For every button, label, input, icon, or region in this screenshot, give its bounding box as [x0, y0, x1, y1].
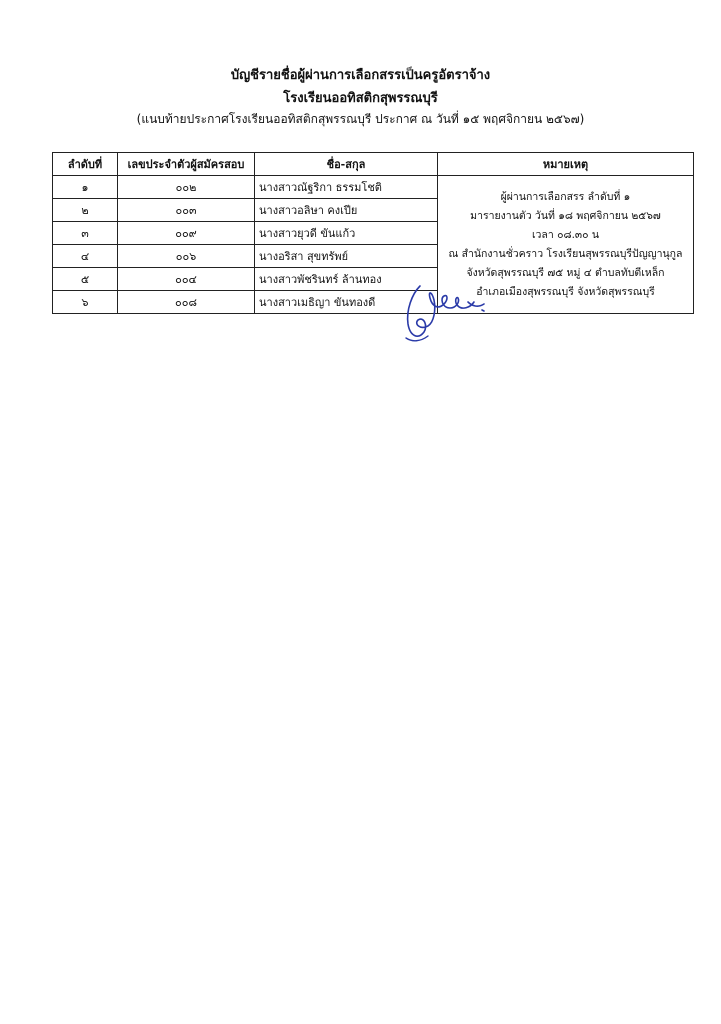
row-applicant-id: ๐๐๒ — [118, 176, 255, 199]
row-order: ๕ — [53, 268, 118, 291]
school-name: โรงเรียนออทิสติกสุพรรณบุรี — [283, 91, 438, 106]
header-order: ลำดับที่ — [53, 153, 118, 176]
row-name: นางสาวยุวดี ขันแก้ว — [255, 222, 438, 245]
document-title: บัญชีรายชื่อผู้ผ่านการเลือกสรรเป็นครูอัตราจ้าง — [230, 68, 491, 83]
row-name: นางสาวอลิษา คงเปีย — [255, 199, 438, 222]
table-row — [53, 176, 694, 199]
handwritten-signature — [398, 280, 508, 344]
remark-line: ณ สำนักงานชั่วคราว โรงเรียนสุพรรณบุรีปัญญานุกูล — [448, 247, 683, 260]
row-name: นางอริสา สุขทรัพย์ — [255, 245, 438, 268]
row-name: นางสาวพัชรินทร์ ล้านทอง — [255, 268, 438, 291]
header-applicant-id: เลขประจำตัวผู้สมัครสอบ — [118, 153, 255, 176]
row-applicant-id: ๐๐๙ — [118, 222, 255, 245]
row-order: ๖ — [53, 291, 118, 314]
row-applicant-id: ๐๐๖ — [118, 245, 255, 268]
remark-line: อำเภอเมืองสุพรรณบุรี จังหวัดสุพรรณบุรี — [476, 285, 655, 298]
candidate-table — [52, 152, 694, 314]
row-name: นางสาวเมธิญา ขันทองดี — [255, 291, 438, 314]
row-name: นางสาวณัฐริกา ธรรมโชติ — [255, 176, 438, 199]
row-order: ๑ — [53, 176, 118, 199]
header-name: ชื่อ-สกุล — [255, 153, 438, 176]
remark-line: จังหวัดสุพรรณบุรี ๗๕ หมู่ ๔ ตำบลทับตีเหล็ก — [466, 266, 665, 279]
row-applicant-id: ๐๐๓ — [118, 199, 255, 222]
header-remark: หมายเหตุ — [438, 153, 694, 176]
remark-line: มารายงานตัว วันที่ ๑๘ พฤศจิกายน ๒๕๖๗ — [470, 209, 661, 222]
row-order: ๒ — [53, 199, 118, 222]
row-order: ๔ — [53, 245, 118, 268]
table-header-row — [53, 153, 694, 176]
signature-stroke — [408, 286, 484, 336]
row-applicant-id: ๐๐๔ — [118, 268, 255, 291]
remark-line: ผู้ผ่านการเลือกสรร ลำดับที่ ๑ — [500, 190, 631, 203]
remark-line: เวลา ๐๘.๓๐ น — [531, 228, 600, 241]
document-subtitle: (แนบท้ายประกาศโรงเรียนออทิสติกสุพรรณบุรี ประกาศ ณ วันที่ ๑๕ พฤศจิกายน ๒๕๖๗) — [136, 112, 585, 126]
row-order: ๓ — [53, 222, 118, 245]
row-applicant-id: ๐๐๘ — [118, 291, 255, 314]
